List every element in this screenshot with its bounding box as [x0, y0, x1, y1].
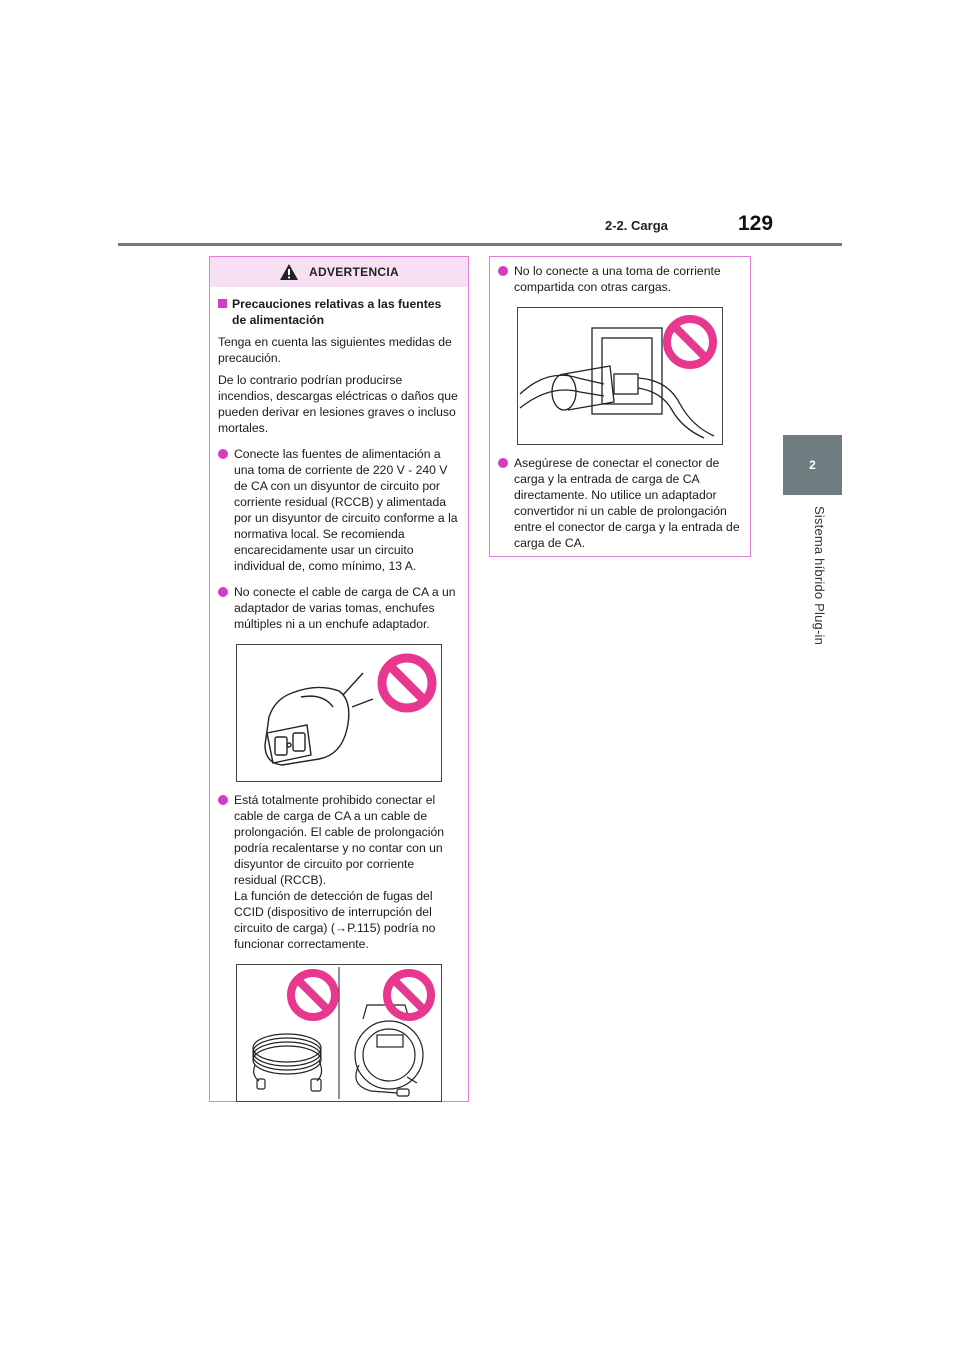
page-reference-link[interactable]: P.115 [347, 921, 377, 935]
arrow-glyph: → [334, 921, 348, 935]
intro-paragraph: Tenga en cuenta las siguientes medidas de precaución. [218, 335, 452, 365]
bullet-item: Asegúrese de conectar el conector de carga y la entrada de carga de CA directamente. No utilice un adaptador convertidor ni un cable de prolongación entre el conector de carga y la entrada de carga de CA. [498, 455, 740, 551]
figure-adapter-plug [236, 644, 442, 782]
chapter-label: Sistema híbrido Plug-in [812, 506, 827, 645]
coiled-cord-illustration [253, 1034, 322, 1091]
bullet-dot-icon [498, 458, 508, 468]
bullet-item: Conecte las fuentes de alimentación a una toma de corriente de 220 V - 240 V de CA con un disyuntor de circuito por corriente residual (RCCB) y alimentada por un disyuntor de circuito conforme a la normativa local. Se recomienda encarecidamente usar un circuito individual de, como mínimo, 13 A. [218, 446, 458, 574]
wall-outlet-illustration [520, 328, 714, 438]
risk-paragraph: De lo contrario podrían producirse incendios, descargas eléctricas o daños que pueden derivar en lesiones graves o incluso mortales. [218, 373, 458, 435]
prohibition-sign-icon [667, 319, 713, 365]
warning-title: ADVERTENCIA [309, 265, 399, 279]
adapter-plug-illustration [265, 673, 373, 765]
warning-header [210, 257, 468, 287]
figure-extension-cords [236, 964, 442, 1102]
bullet-item: No conecte el cable de carga de CA a un adaptador de varias tomas, enchufes múltiples ni a un enchufe adaptador. [218, 584, 458, 632]
bullet-item: No lo conecte a una toma de corriente compartida con otras cargas. [498, 263, 740, 295]
bullet-item: Está totalmente prohibido conectar el cable de carga de CA a un cable de prolongación. El cable de prolongación podría recalentarse y no contar con un disyuntor de circuito por corriente residual (RCCB). La función de detección de fugas del CCID (dispositivo de interrupción del circuito de carga) (→P.115) podría no funcionar correctamente. [218, 792, 458, 952]
prohibition-sign-icon [291, 973, 335, 1017]
chapter-number: 2 [809, 458, 816, 472]
precautions-subheading: Precauciones relativas a las fuentes de alimentación [218, 296, 458, 328]
figure-shared-outlet [517, 307, 723, 445]
chapter-tab [783, 435, 842, 495]
warning-box-right [489, 256, 751, 557]
prohibition-sign-icon [382, 658, 432, 708]
page-number: 129 [738, 212, 774, 235]
prohibition-sign-icon [387, 973, 431, 1017]
warning-triangle-icon [279, 263, 299, 281]
header-rule [118, 243, 842, 246]
bullet-dot-icon [218, 795, 228, 805]
bullet-dot-icon [218, 587, 228, 597]
warning-box-left [209, 256, 469, 1102]
square-bullet-icon [218, 299, 227, 308]
bullet-dot-icon [498, 266, 508, 276]
bullet-dot-icon [218, 449, 228, 459]
section-title: 2-2. Carga [605, 218, 668, 233]
